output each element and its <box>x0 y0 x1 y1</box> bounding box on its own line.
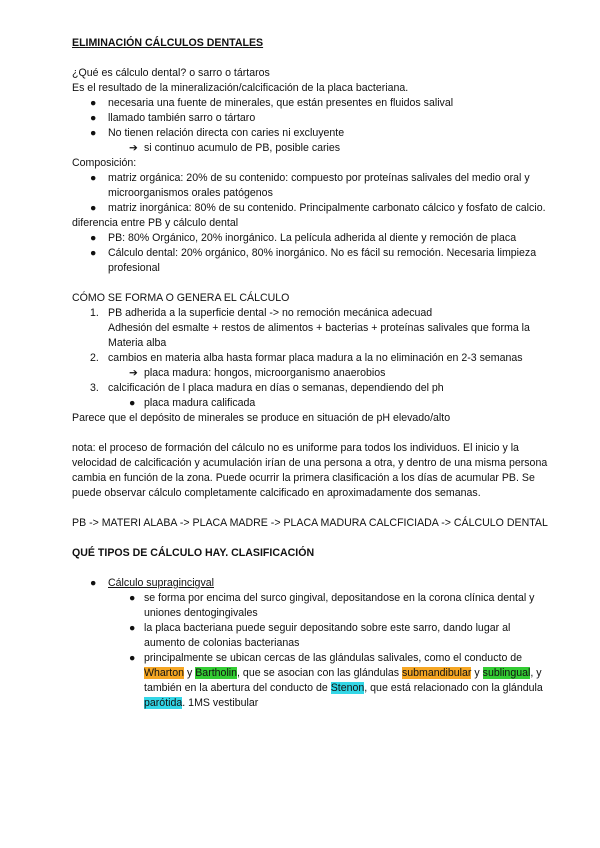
list-item: ● se forma por encima del surco gingival, depositandose en la corona clínica dental y uniones dentogingivales <box>129 592 535 619</box>
bullet-icon: ● <box>90 577 97 589</box>
list-item: ● PB: 80% Orgánico, 20% inorgánico. La película adherida al diente y remoción de placa <box>90 232 517 244</box>
bullet-icon: ● <box>90 172 97 184</box>
step-extra: Adhesión del esmalte + restos de alimentos + bacterias + proteínas salivales que forma la Materia alba <box>108 322 530 349</box>
calculus-type-label: Cálculo supragincigval <box>108 577 214 589</box>
bullet-icon: ● <box>129 622 136 634</box>
list-item: ● la placa bacteriana puede seguir depositando sobre este sarro, dando lugar al aumento de colonias bacterianas <box>129 622 511 649</box>
highlight-wharton: Wharton <box>144 667 185 679</box>
highlight-sublingual: sublingual <box>482 667 531 679</box>
spacer <box>72 276 552 291</box>
arrow-icon: ➔ <box>129 142 138 154</box>
classification-heading: QUÉ TIPOS DE CÁLCULO HAY. CLASIFICACIÓN <box>72 547 315 559</box>
bullet-icon: ● <box>90 247 97 259</box>
note-paragraph: nota: el proceso de formación del cálculo no es uniforme para todos los individuos. El inicio y la velocidad de calcificación y acumulación irían de una persona a otra, y dentro de una misma persona cambia en función de la zona. Puede ocurrir la primera clasificación a los días de acumular PB. Se puede observar cálculo completamente calcificado en aproximadamente dos semanas. <box>72 442 548 499</box>
highlight-submandibular: submandibular <box>401 667 472 679</box>
list-item: ● placa madura calificada <box>129 397 256 409</box>
classification-list <box>72 576 552 711</box>
list-item-arrow: ➔ placa madura: hongos, microorganismo anaerobios <box>129 367 386 379</box>
difference-label: diferencia entre PB y cálculo dental <box>72 217 239 229</box>
list-item: ● necesaria una fuente de minerales, que están presentes en fluidos salival <box>90 97 454 109</box>
sequence-line: PB -> MATERI ALABA -> PLACA MADRE -> PLACA MADURA CALCFICIADA -> CÁLCULO DENTAL <box>72 517 548 529</box>
spacer <box>72 561 552 576</box>
highlight-stenon: Stenon <box>330 682 365 694</box>
composition-label: Composición: <box>72 157 137 169</box>
intro-definition: Es el resultado de la mineralización/calcificación de la placa bacteriana. <box>72 82 409 94</box>
highlight-parotida: parótida <box>144 697 183 709</box>
list-item-arrow: ➔ si continuo acumulo de PB, posible caries <box>129 142 341 154</box>
arrow-icon: ➔ <box>129 367 138 379</box>
spacer <box>72 426 552 441</box>
list-item <box>72 576 552 591</box>
bullet-icon: ● <box>129 652 136 664</box>
step-item: 3. calcificación de l placa madura en días o semanas, dependiendo del ph <box>90 382 444 394</box>
glands-text: principalmente se ubican cercas de las glándulas salivales, como el conducto de Wharton y Bartholin, que se asocian con las glándulas submandibular y sublingual, y también en la abertura del conducto de Stenon, que está relacionado con la glándula parótida. 1MS vestibular <box>144 652 543 709</box>
document-page <box>72 36 552 711</box>
list-item: ● matriz orgánica: 20% de su contenido: compuesto por proteínas salivales del medio oral y microorganismos orales patógenos <box>90 172 530 199</box>
formation-steps <box>72 306 552 411</box>
formation-heading: CÓMO SE FORMA O GENERA EL CÁLCULO <box>72 292 290 304</box>
list-item: ● llamado también sarro o tártaro <box>90 112 256 124</box>
bullet-icon: ● <box>90 112 97 124</box>
step-item: 1. PB adherida a la superficie dental -> no remoción mecánica adecuad Adhesión del esmalte + restos de alimentos + bacterias + proteínas salivales que forma la Materia alba <box>72 306 552 351</box>
spacer <box>72 51 552 66</box>
document-title: ELIMINACIÓN CÁLCULOS DENTALES <box>72 37 264 49</box>
spacer <box>72 501 552 516</box>
list-item: ● No tienen relación directa con caries ni excluyente <box>90 127 345 139</box>
bullet-icon: ● <box>129 592 136 604</box>
bullet-icon: ● <box>90 97 97 109</box>
list-item: ● matriz inorgánica: 80% de su contenido. Principalmente carbonato cálcico y fosfato de calcio. <box>90 202 546 214</box>
intro-question: ¿Qué es cálculo dental? o sarro o tártaros <box>72 67 270 79</box>
bullet-icon: ● <box>90 202 97 214</box>
difference-list <box>72 231 552 276</box>
bullet-icon: ● <box>90 232 97 244</box>
list-item: ● Cálculo dental: 20% orgánico, 80% inorgánico. No es fácil su remoción. Necesaria limpieza profesional <box>90 247 537 274</box>
list-item <box>72 651 552 711</box>
step-item: 2. cambios en materia alba hasta formar placa madura a la no eliminación en 2-3 semanas <box>90 352 523 364</box>
spacer <box>72 531 552 546</box>
bullet-icon: ● <box>90 127 97 139</box>
composition-list <box>72 171 552 216</box>
bullet-icon: ● <box>129 397 136 409</box>
formation-closing: Parece que el depósito de minerales se produce en situación de pH elevado/alto <box>72 412 451 424</box>
intro-list <box>72 96 552 156</box>
highlight-bartholin: Bartholin <box>195 667 238 679</box>
